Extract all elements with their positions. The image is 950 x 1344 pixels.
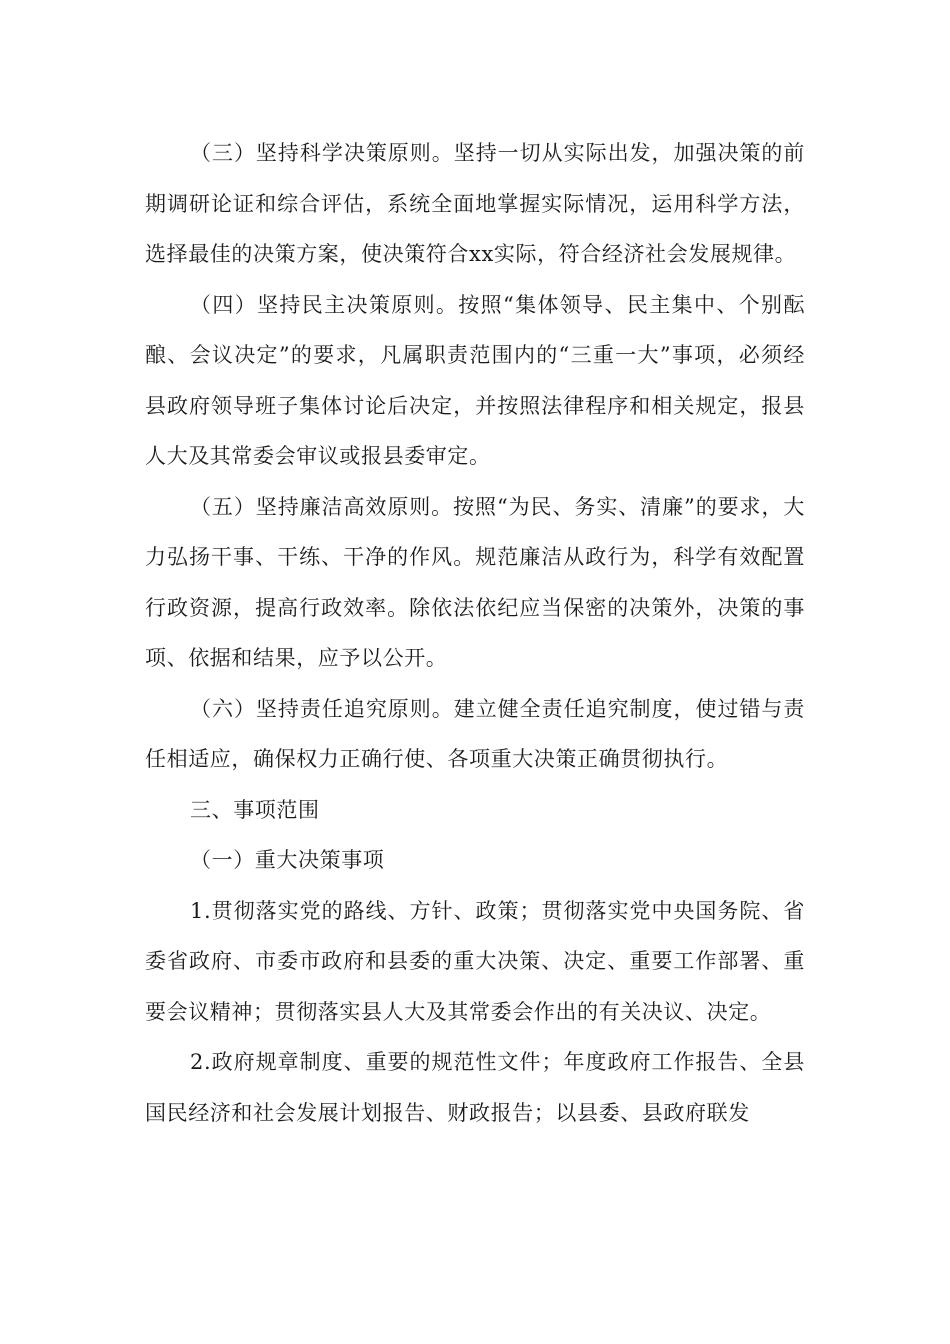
paragraph-principle-5: （五）坚持廉洁高效原则。按照“为民、务实、清廉”的要求，大力弘扬干事、干练、干净的作风。规范廉洁从政行为，科学有效配置行政资源，提高行政效率。除依法依纪应当保密的决策外，决策的事项、依据和结果，应予以公开。 xyxy=(145,494,805,670)
section-heading-scope: 三、事项范围 xyxy=(190,797,320,822)
list-item-2: 2.政府规章制度、重要的规范性文件；年度政府工作报告、全县国民经济和社会发展计划报告、财政报告；以县委、县政府联发 xyxy=(145,1050,805,1125)
subsection-heading-major-decisions: （一）重大决策事项 xyxy=(190,848,385,872)
document-body xyxy=(145,128,805,1138)
list-item-1: 1.贯彻落实党的路线、方针、政策；贯彻落实党中央国务院、省委省政府、市委市政府和县委的重大决策、决定、重要工作部署、重要会议精神；贯彻落实县人大及其常委会作出的有关决议、决定。 xyxy=(145,898,805,1024)
paragraph-principle-4: （四）坚持民主决策原则。按照“集体领导、民主集中、个别酝酿、会议决定”的要求，凡属职责范围内的“三重一大”事项，必须经县政府领导班子集体讨论后决定，并按照法律程序和相关规定，报县人大及其常委会审议或报县委审定。 xyxy=(145,292,805,468)
paragraph-principle-3: （三）坚持科学决策原则。坚持一切从实际出发，加强决策的前期调研论证和综合评估，系统全面地掌握实际情况，运用科学方法，选择最佳的决策方案，使决策符合xx实际，符合经济社会发展规律。 xyxy=(145,141,805,266)
paragraph-principle-6: （六）坚持责任追究原则。建立健全责任追究制度，使过错与责任相适应，确保权力正确行使、各项重大决策正确贯彻执行。 xyxy=(145,696,805,771)
